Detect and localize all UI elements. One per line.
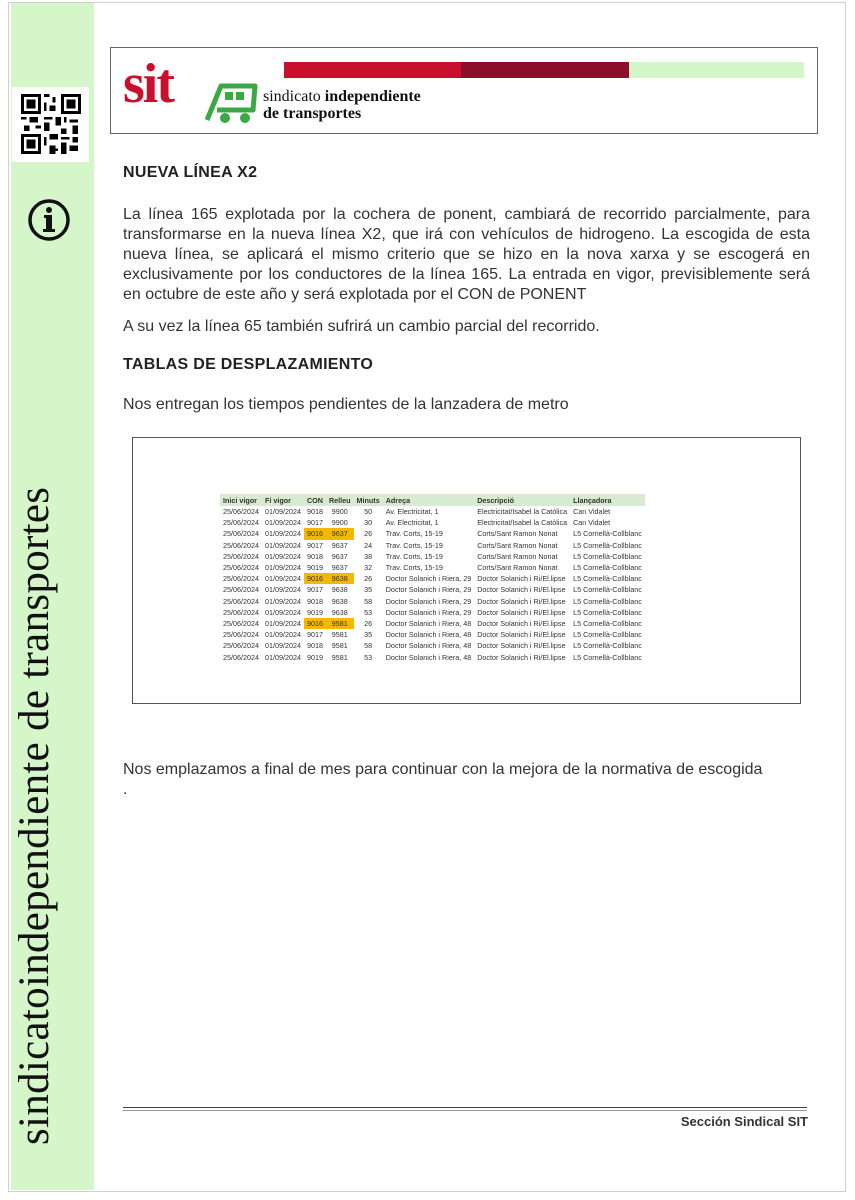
table-cell: 9638	[331, 607, 348, 617]
table-cell: L5 Cornellà-Collblanc	[573, 607, 642, 617]
table-cell: Electricitat/Isabel la Católica	[477, 518, 568, 528]
table-cell: Can Vidalet	[573, 518, 611, 528]
table-cell: 50	[364, 507, 373, 517]
table-cell: 9016	[304, 573, 326, 584]
table-cell: 25/06/2024	[223, 596, 259, 606]
table-cell: 25/06/2024	[223, 518, 259, 528]
table-cell: Doctor Solanich i Ri/El.lipse	[477, 630, 566, 640]
table-cell: 01/09/2024	[264, 641, 301, 651]
table-cell: Electricitat/Isabel la Católica	[477, 507, 568, 517]
table-cell: Trav. Corts, 15-19	[385, 540, 443, 550]
table-header-cell: Relleu	[326, 494, 354, 506]
table-row	[220, 596, 645, 607]
table-row	[220, 506, 645, 517]
table-row	[220, 629, 645, 640]
table-cell: 01/09/2024	[264, 607, 301, 617]
table-cell: 01/09/2024	[264, 507, 301, 517]
section-title-tablas: TABLAS DE DESPLAZAMIENTO	[123, 356, 374, 373]
table-cell: 25/06/2024	[223, 641, 259, 651]
table-cell: 01/09/2024	[264, 630, 301, 640]
table-cell: L5 Cornellà-Collblanc	[573, 618, 642, 628]
table-cell: 25/06/2024	[223, 551, 259, 561]
table-cell: Doctor Solanich i Riera, 48	[385, 630, 472, 640]
logo-text-line1b: independiente	[324, 88, 421, 105]
table-cell: Av. Electricitat, 1	[385, 518, 439, 528]
table-cell: 26	[364, 529, 373, 539]
table-cell: Doctor Solanich i Riera, 29	[385, 607, 472, 617]
table-cell: 9637	[331, 563, 348, 573]
table-cell: 9637	[331, 551, 348, 561]
table-header-cell: Adreça	[383, 494, 475, 506]
table-cell: 58	[364, 596, 373, 606]
table-cell: 35	[364, 585, 373, 595]
closing-paragraph: Nos emplazamos a final de mes para continuar con la mejora de la normativa de escogida	[123, 761, 763, 778]
table-cell: 9581	[331, 641, 348, 651]
table-cell: Doctor Solanich i Riera, 48	[385, 618, 472, 628]
table-cell: 53	[364, 607, 373, 617]
table-cell: 9017	[306, 518, 323, 528]
table-cell: 25/06/2024	[223, 607, 259, 617]
table-cell: 01/09/2024	[264, 618, 301, 628]
logo-text-line1a: sindicato	[263, 88, 325, 105]
table-cell: 9017	[306, 630, 323, 640]
displacement-table	[220, 494, 645, 663]
table-cell: 26	[364, 618, 373, 628]
table-cell: 9637	[326, 528, 354, 539]
table-cell: 24	[364, 540, 373, 550]
table-cell: Doctor Solanich i Riera, 29	[385, 585, 472, 595]
table-cell: Corts/Sant Ramon Nonat	[477, 551, 558, 561]
footer-section-label: Sección Sindical SIT	[680, 1114, 808, 1129]
header-bar-red	[284, 62, 461, 78]
table-cell: L5 Cornellà-Collblanc	[573, 563, 642, 573]
section1-paragraph: La línea 165 explotada por la cochera de ponent, cambiará de recorrido parcialmente, para transformarse en la nueva línea X2, que irá con vehículos de hidrogeno. La escogida de esta nueva línea, se aplicará el mismo criterio que se hizo en la nova xarxa y se escogerá en exclusivamente por los conductores de la línea 165. La entrada en vigor, previsiblemente será en octubre de este año y será explotada por el CON de PONENT	[123, 206, 810, 303]
table-cell: 9018	[306, 507, 323, 517]
qr-code-icon	[12, 87, 89, 162]
table-cell: 9016	[304, 528, 326, 539]
table-cell: 25/06/2024	[223, 585, 259, 595]
table-row	[220, 540, 645, 551]
table-header-cell: Fi vigor	[262, 494, 304, 506]
table-cell: L5 Cornellà-Collblanc	[573, 551, 642, 561]
table-cell: 9638	[331, 585, 348, 595]
table-cell: L5 Cornellà-Collblanc	[573, 529, 642, 539]
table-row	[220, 618, 645, 629]
table-cell: 9019	[306, 607, 323, 617]
table-cell: 01/09/2024	[264, 540, 301, 550]
table-cell: Doctor Solanich i Riera, 29	[385, 596, 472, 606]
table-header-cell: Descripció	[474, 494, 570, 506]
table-cell: Corts/Sant Ramon Nonat	[477, 540, 558, 550]
logo-text-line2: de transportes	[263, 105, 362, 122]
table-cell: 01/09/2024	[264, 563, 301, 573]
table-cell: 9019	[306, 652, 323, 662]
table-cell: 9017	[306, 540, 323, 550]
section-title-nueva-linea: NUEVA LÍNEA X2	[123, 164, 258, 181]
table-cell: 01/09/2024	[264, 551, 301, 561]
table-cell: 25/06/2024	[223, 563, 259, 573]
table-cell: 9900	[331, 507, 348, 517]
table-cell: 01/09/2024	[264, 585, 301, 595]
table-cell: L5 Cornellà-Collblanc	[573, 630, 642, 640]
table-cell: 9581	[326, 618, 354, 629]
table-cell: Doctor Solanich i Riera, 48	[385, 652, 472, 662]
header-bar-green	[629, 62, 804, 78]
table-cell: 53	[364, 652, 373, 662]
table-cell: L5 Cornellà-Collblanc	[573, 574, 642, 584]
table-cell: 30	[364, 518, 373, 528]
header-bar-dark-red	[461, 62, 629, 78]
logo-sit: sit	[123, 53, 173, 115]
table-header-cell: Minuts	[354, 494, 383, 506]
table-cell: Doctor Solanich i Riera, 48	[385, 641, 472, 651]
table-cell: 25/06/2024	[223, 574, 259, 584]
table-cell: 9638	[331, 596, 348, 606]
table-header-row	[220, 494, 645, 506]
table-cell: 38	[364, 551, 373, 561]
closing-dot: .	[123, 781, 128, 798]
table-cell: Av. Electricitat, 1	[385, 507, 439, 517]
footer-rule-secondary	[123, 1110, 807, 1111]
table-cell: 01/09/2024	[264, 652, 301, 662]
table-cell: 25/06/2024	[223, 618, 259, 628]
table-cell: 35	[364, 630, 373, 640]
table-cell: Doctor Solanich i Ri/El.lipse	[477, 652, 566, 662]
table-cell: Doctor Solanich i Ri/El.lipse	[477, 607, 566, 617]
table-header-cell: Inici vigor	[220, 494, 262, 506]
table-cell: 9581	[331, 652, 348, 662]
table-cell: Corts/Sant Ramon Nonat	[477, 563, 558, 573]
table-cell: Doctor Solanich i Ri/El.lipse	[477, 596, 566, 606]
table-cell: Trav. Corts, 15-19	[385, 551, 443, 561]
table-cell: Corts/Sant Ramon Nonat	[477, 529, 558, 539]
table-row	[220, 528, 645, 539]
table-cell: 9900	[331, 518, 348, 528]
table-cell: 58	[364, 641, 373, 651]
section1-paragraph2: A su vez la línea 65 también sufrirá un cambio parcial del recorrido.	[123, 318, 600, 335]
table-cell: L5 Cornellà-Collblanc	[573, 641, 642, 651]
header-logo-box	[110, 47, 818, 134]
footer-rule	[123, 1107, 807, 1108]
table-cell: 9019	[306, 563, 323, 573]
info-icon	[27, 198, 71, 242]
logo-text	[263, 88, 421, 122]
table-cell: Doctor Solanich i Ri/El.lipse	[477, 585, 566, 595]
table-cell: 9016	[304, 618, 326, 629]
table-cell: Trav. Corts, 15-19	[385, 529, 443, 539]
table-cell: L5 Cornellà-Collblanc	[573, 585, 642, 595]
table-row	[220, 517, 645, 528]
table-cell: 9581	[331, 630, 348, 640]
table-cell: Doctor Solanich i Ri/El.lipse	[477, 641, 566, 651]
table-cell: 25/06/2024	[223, 540, 259, 550]
table-row	[220, 640, 645, 651]
table-row	[220, 562, 645, 573]
table-cell: 9638	[326, 573, 354, 584]
table-image-frame	[132, 437, 801, 704]
table-cell: 9018	[306, 596, 323, 606]
table-cell: Can Vidalet	[573, 507, 611, 517]
table-cell: 9018	[306, 551, 323, 561]
table-body	[220, 506, 645, 663]
table-cell: Doctor Solanich i Ri/El.lipse	[477, 574, 566, 584]
table-cell: 01/09/2024	[264, 574, 301, 584]
table-row	[220, 584, 645, 595]
table-cell: Trav. Corts, 15-19	[385, 563, 443, 573]
logo-bus-icon	[203, 80, 259, 126]
table-cell: 01/09/2024	[264, 518, 301, 528]
table-cell: L5 Cornellà-Collblanc	[573, 540, 642, 550]
table-cell: 25/06/2024	[223, 630, 259, 640]
table-row	[220, 551, 645, 562]
table-header-cell: CON	[304, 494, 326, 506]
table-cell: 01/09/2024	[264, 596, 301, 606]
table-cell: 9017	[306, 585, 323, 595]
table-cell: Doctor Solanich i Ri/El.lipse	[477, 618, 566, 628]
table-row	[220, 573, 645, 584]
table-cell: 32	[364, 563, 373, 573]
table-cell: 26	[364, 574, 373, 584]
table-cell: L5 Cornellà-Collblanc	[573, 596, 642, 606]
table-cell: 9637	[331, 540, 348, 550]
table-cell: 25/06/2024	[223, 507, 259, 517]
table-cell: 25/06/2024	[223, 529, 259, 539]
table-cell: 9018	[306, 641, 323, 651]
table-cell: 01/09/2024	[264, 529, 301, 539]
table-row	[220, 607, 645, 618]
table-cell: L5 Cornellà-Collblanc	[573, 652, 642, 662]
table-cell: 25/06/2024	[223, 652, 259, 662]
table-header-cell: Llançadora	[570, 494, 645, 506]
table-row	[220, 651, 645, 662]
table-cell: Doctor Solanich i Riera, 29	[385, 574, 472, 584]
section2-intro: Nos entregan los tiempos pendientes de la lanzadera de metro	[123, 396, 569, 413]
sidebar-vertical-title: sindicatoindependiente de transportes	[11, 486, 58, 1145]
